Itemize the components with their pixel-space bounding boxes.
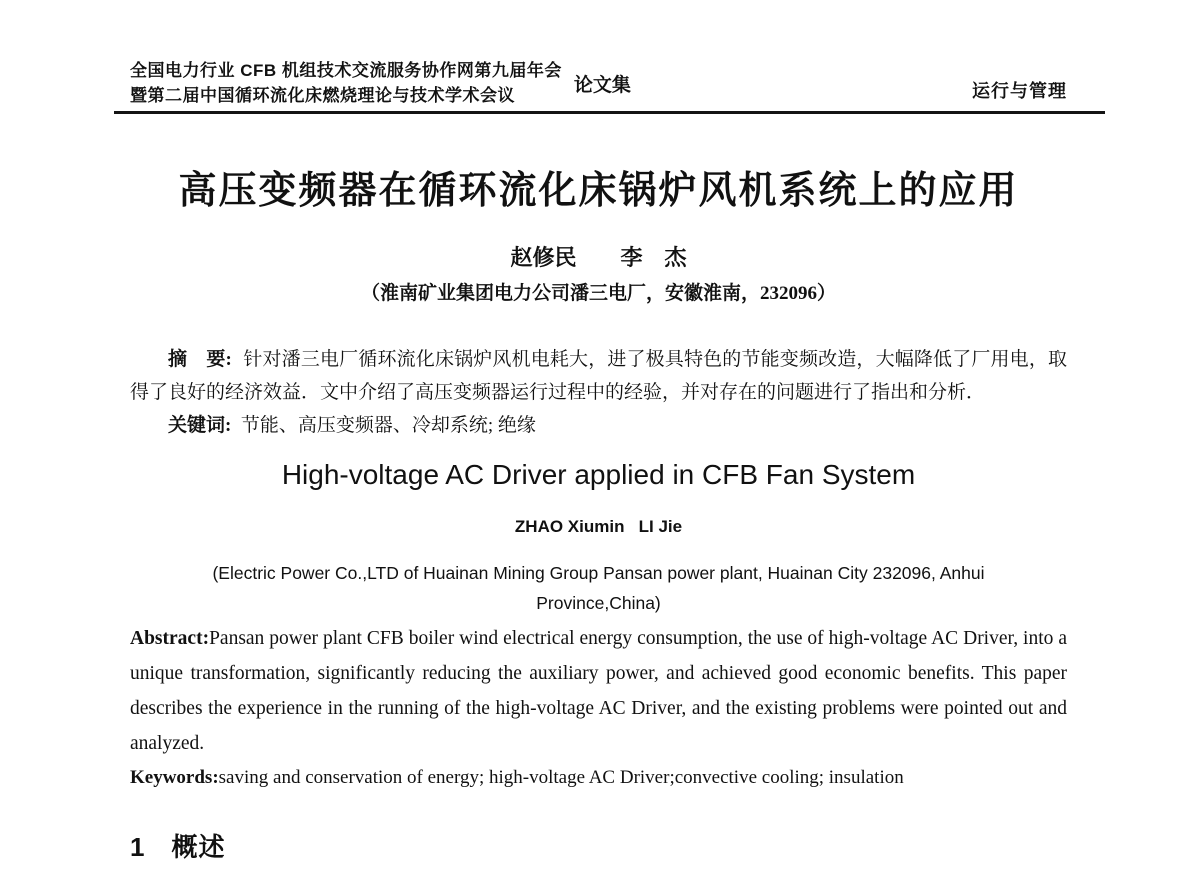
authors-en: ZHAO Xiumin LI Jie [514,517,683,536]
section-1-heading [130,827,1067,864]
keywords-zh-text: 节能、高压变频器、冷却系统; 绝缘 [240,415,536,436]
keywords-en [130,761,1067,795]
category-label: 运行与管理 [972,81,1067,101]
header-divider [114,111,1105,114]
conference-name-line2: 暨第二届中国循环流化床燃烧理论与技术学术会议 [130,86,515,105]
keywords-zh [130,409,1067,442]
affiliation-en-line2: Province,China) [536,593,661,613]
section-1-title: 概述 [171,832,226,862]
keywords-en-label: Keywords: [130,767,219,788]
affiliation-en [130,558,1067,618]
paper-title-en: High-voltage AC Driver applied in CFB Fan System [281,459,916,490]
affiliation-zh: （淮南矿业集团电力公司潘三电厂，安徽淮南，232096） [360,283,836,304]
section-1-number: 1 [130,832,146,862]
conference-name-line1: 全国电力行业 CFB 机组技术交流服务协作网第九届年会 [130,61,562,80]
abstract-en-text: Pansan power plant CFB boiler wind electrical energy consumption, the use of high-voltage AC Driver, into a unique transformation, significantly reducing the auxiliary power, and achieved good economic benefits. This paper describes the experience in the running of the high-voltage AC Driver, and the existing problems were pointed out and analyzed. [130,628,1067,754]
abstract-zh [130,343,1067,409]
abstract-en [130,621,1067,761]
running-header [130,58,1067,108]
authors-zh: 赵修民 李 杰 [510,245,687,270]
keywords-zh-label: 关键词: [168,415,232,436]
abstract-zh-text: 针对潘三电厂循环流化床锅炉风机电耗大，进了极具特色的节能变频改造，大幅降低了厂用电，取得了良好的经济效益．文中介绍了高压变频器运行过程中的经验，并对存在的问题进行了指出和分析． [130,349,1067,403]
paper-title-zh: 高压变频器在循环流化床锅炉风机系统上的应用 [178,170,1019,212]
keywords-en-text: saving and conservation of energy; high-voltage AC Driver;convective cooling; insulation [218,767,904,788]
abstract-en-label: Abstract: [130,628,210,649]
proceedings-label: 论文集 [573,74,631,96]
abstract-zh-label: 摘 要: [168,349,232,370]
conference-name [130,58,562,108]
affiliation-en-line1: (Electric Power Co.,LTD of Huainan Mining Group Pansan power plant, Huainan City 232096, Anhui [212,563,985,583]
